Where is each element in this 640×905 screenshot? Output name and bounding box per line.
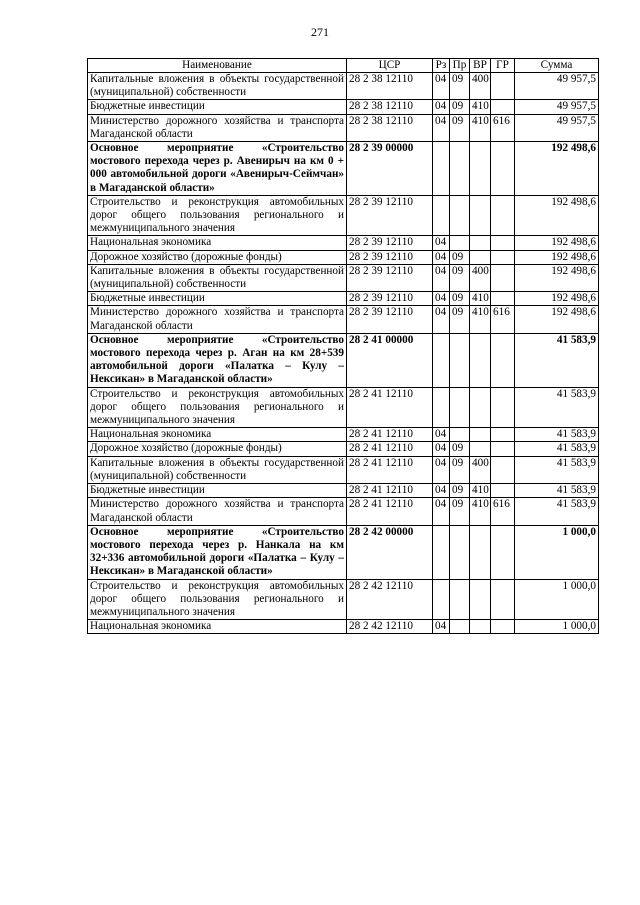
cell-pr [450,195,470,236]
cell-vr [470,428,491,442]
header-sum: Сумма [515,59,599,73]
cell-rz: 04 [433,442,450,456]
cell-csr: 28 2 39 00000 [347,142,433,196]
cell-rz: 04 [433,484,450,498]
header-name: Наименование [88,59,347,73]
cell-gr [491,73,515,100]
header-csr: ЦСР [347,59,433,73]
cell-csr: 28 2 42 12110 [347,620,433,634]
cell-gr [491,195,515,236]
cell-name: Основное мероприятие «Строительство мостового перехода через р. Авенирыч на км 0 + 000 автомобильной дороги «Авенирыч-Сеймчан» в Магаданской области» [88,142,347,196]
cell-name: Министерство дорожного хозяйства и транспорта Магаданской области [88,114,347,141]
header-rz: Рз [433,59,450,73]
cell-gr [491,264,515,291]
cell-rz: 04 [433,498,450,525]
cell-sum: 1 000,0 [515,579,599,620]
cell-csr: 28 2 41 12110 [347,498,433,525]
cell-rz: 04 [433,292,450,306]
cell-name: Дорожное хозяйство (дорожные фонды) [88,250,347,264]
cell-sum: 192 498,6 [515,142,599,196]
cell-vr [470,250,491,264]
cell-gr [491,484,515,498]
cell-sum: 49 957,5 [515,114,599,141]
cell-pr [450,579,470,620]
cell-vr [470,579,491,620]
cell-sum: 192 498,6 [515,292,599,306]
cell-csr: 28 2 41 00000 [347,333,433,387]
cell-gr: 616 [491,498,515,525]
table-row [88,333,599,387]
cell-pr: 09 [450,456,470,483]
cell-rz [433,142,450,196]
cell-pr: 09 [450,442,470,456]
cell-vr: 410 [470,306,491,333]
cell-name: Национальная экономика [88,236,347,250]
cell-vr: 400 [470,264,491,291]
table-row [88,456,599,483]
cell-csr: 28 2 41 12110 [347,484,433,498]
cell-pr: 09 [450,484,470,498]
cell-vr [470,142,491,196]
cell-rz: 04 [433,250,450,264]
table-row [88,442,599,456]
table-row [88,620,599,634]
cell-rz: 04 [433,306,450,333]
cell-gr [491,142,515,196]
cell-name: Строительство и реконструкция автомобильных дорог общего пользования регионального и межмуниципального значения [88,195,347,236]
cell-gr [491,525,515,579]
table-row [88,142,599,196]
cell-sum: 41 583,9 [515,442,599,456]
cell-csr: 28 2 39 12110 [347,264,433,291]
cell-gr [491,620,515,634]
table-row [88,428,599,442]
cell-pr: 09 [450,100,470,114]
cell-rz: 04 [433,620,450,634]
cell-name: Основное мероприятие «Строительство мостового перехода через р. Аган на км 28+539 автомобильной дороги «Палатка – Кулу – Нексикан» в Магаданской области» [88,333,347,387]
cell-sum: 41 583,9 [515,456,599,483]
cell-sum: 192 498,6 [515,195,599,236]
cell-sum: 41 583,9 [515,484,599,498]
cell-gr [491,250,515,264]
cell-csr: 28 2 39 12110 [347,306,433,333]
cell-rz: 04 [433,114,450,141]
cell-pr [450,387,470,428]
table-row [88,292,599,306]
cell-rz [433,195,450,236]
cell-csr: 28 2 39 12110 [347,250,433,264]
cell-vr [470,525,491,579]
header-pr: Пр [450,59,470,73]
cell-vr: 400 [470,456,491,483]
table-row [88,306,599,333]
cell-sum: 41 583,9 [515,387,599,428]
cell-name: Национальная экономика [88,620,347,634]
cell-name: Дорожное хозяйство (дорожные фонды) [88,442,347,456]
cell-pr: 09 [450,250,470,264]
cell-name: Капитальные вложения в объекты государственной (муниципальной) собственности [88,73,347,100]
cell-csr: 28 2 39 12110 [347,195,433,236]
table-row [88,114,599,141]
cell-vr: 410 [470,100,491,114]
cell-rz: 04 [433,428,450,442]
cell-csr: 28 2 39 12110 [347,236,433,250]
cell-gr [491,456,515,483]
cell-vr: 410 [470,114,491,141]
cell-csr: 28 2 41 12110 [347,442,433,456]
cell-rz [433,525,450,579]
cell-sum: 49 957,5 [515,73,599,100]
cell-pr: 09 [450,292,470,306]
cell-gr [491,428,515,442]
cell-gr [491,579,515,620]
table-row [88,525,599,579]
cell-name: Бюджетные инвестиции [88,292,347,306]
table-row [88,498,599,525]
cell-pr: 09 [450,73,470,100]
cell-rz: 04 [433,100,450,114]
cell-rz [433,579,450,620]
cell-gr: 616 [491,306,515,333]
cell-vr [470,236,491,250]
cell-sum: 41 583,9 [515,498,599,525]
cell-name: Министерство дорожного хозяйства и транспорта Магаданской области [88,498,347,525]
table-row [88,387,599,428]
table-body [88,73,599,634]
table-row [88,100,599,114]
cell-name: Бюджетные инвестиции [88,484,347,498]
cell-rz: 04 [433,73,450,100]
cell-gr [491,333,515,387]
cell-vr [470,333,491,387]
cell-name: Национальная экономика [88,428,347,442]
table-row [88,484,599,498]
cell-vr [470,442,491,456]
table-row [88,250,599,264]
cell-csr: 28 2 42 00000 [347,525,433,579]
table-row [88,73,599,100]
cell-gr [491,387,515,428]
cell-sum: 41 583,9 [515,333,599,387]
cell-vr: 400 [470,73,491,100]
cell-name: Бюджетные инвестиции [88,100,347,114]
cell-rz: 04 [433,236,450,250]
cell-vr [470,620,491,634]
cell-name: Капитальные вложения в объекты государственной (муниципальной) собственности [88,264,347,291]
cell-csr: 28 2 41 12110 [347,456,433,483]
table-row [88,579,599,620]
cell-sum: 49 957,5 [515,100,599,114]
cell-pr: 09 [450,306,470,333]
cell-gr [491,100,515,114]
cell-sum: 192 498,6 [515,264,599,291]
cell-pr [450,333,470,387]
cell-name: Строительство и реконструкция автомобильных дорог общего пользования регионального и межмуниципального значения [88,579,347,620]
page-number: 271 [311,25,329,39]
budget-table [87,58,599,634]
cell-vr: 410 [470,484,491,498]
cell-csr: 28 2 41 12110 [347,428,433,442]
cell-gr [491,292,515,306]
cell-sum: 1 000,0 [515,525,599,579]
header-vr: ВР [470,59,491,73]
cell-pr [450,620,470,634]
cell-rz [433,333,450,387]
cell-rz: 04 [433,456,450,483]
cell-name: Капитальные вложения в объекты государственной (муниципальной) собственности [88,456,347,483]
cell-sum: 192 498,6 [515,306,599,333]
cell-vr: 410 [470,292,491,306]
cell-sum: 192 498,6 [515,236,599,250]
cell-csr: 28 2 38 12110 [347,73,433,100]
cell-csr: 28 2 42 12110 [347,579,433,620]
cell-sum: 1 000,0 [515,620,599,634]
table-row [88,236,599,250]
cell-csr: 28 2 39 12110 [347,292,433,306]
header-gr: ГР [491,59,515,73]
cell-gr [491,236,515,250]
cell-csr: 28 2 38 12110 [347,114,433,141]
cell-pr [450,142,470,196]
cell-pr [450,236,470,250]
cell-vr [470,387,491,428]
cell-gr: 616 [491,114,515,141]
cell-sum: 192 498,6 [515,250,599,264]
table-row [88,264,599,291]
cell-gr [491,442,515,456]
header-row [88,59,599,73]
cell-sum: 41 583,9 [515,428,599,442]
cell-csr: 28 2 41 12110 [347,387,433,428]
cell-name: Строительство и реконструкция автомобильных дорог общего пользования регионального и межмуниципального значения [88,387,347,428]
cell-name: Основное мероприятие «Строительство мостового перехода через р. Нанкала на км 32+336 автомобильной дороги «Палатка – Кулу – Нексикан» в Магаданской области» [88,525,347,579]
cell-pr [450,428,470,442]
cell-pr: 09 [450,264,470,291]
cell-vr [470,195,491,236]
cell-pr [450,525,470,579]
cell-pr: 09 [450,114,470,141]
cell-rz: 04 [433,264,450,291]
cell-vr: 410 [470,498,491,525]
cell-name: Министерство дорожного хозяйства и транспорта Магаданской области [88,306,347,333]
table-row [88,195,599,236]
cell-rz [433,387,450,428]
cell-pr: 09 [450,498,470,525]
cell-csr: 28 2 38 12110 [347,100,433,114]
